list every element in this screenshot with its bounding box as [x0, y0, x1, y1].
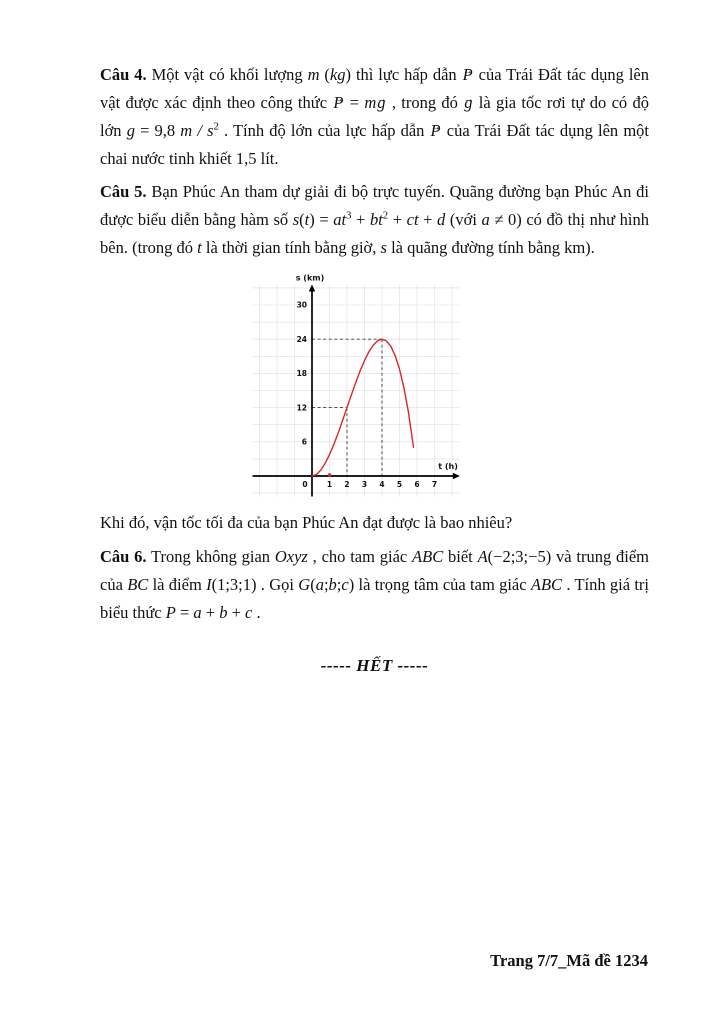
- text-run: (: [310, 575, 316, 594]
- text-run: (1;3;1): [211, 575, 257, 594]
- text-run: t: [197, 238, 202, 257]
- text-run: kg: [329, 65, 346, 84]
- distance-time-chart: [250, 267, 490, 501]
- text-run: là thời gian tính bằng giờ,: [201, 238, 381, 257]
- text-run: ;: [336, 575, 342, 594]
- y-axis-label: s (km): [295, 273, 325, 283]
- text-run: P →: [462, 65, 474, 84]
- text-run: G: [298, 575, 311, 594]
- text-run: bt: [369, 210, 383, 229]
- text-run: BC: [127, 575, 149, 594]
- question-5-text: [100, 178, 649, 262]
- text-run: +: [227, 603, 246, 622]
- text-run: của Trái Đất tác dụng lên vật được xác định theo công thức: [100, 65, 649, 112]
- text-run: =: [344, 93, 365, 112]
- text-run: ≠ 0) có đồ thị như hình bên. (trong đó: [100, 210, 649, 257]
- text-run: g →: [463, 93, 473, 112]
- text-run: c: [245, 603, 253, 622]
- y-tick-label: 12: [296, 403, 307, 413]
- point-marker: [328, 473, 331, 476]
- text-run: Bạn Phúc An tham dự giải đi bộ trực tuyến. Quãng đường bạn Phúc An đi được biểu diễn bằng hàm số: [100, 182, 650, 229]
- x-axis-arrow: [453, 473, 460, 479]
- text-run: là điểm: [148, 575, 207, 594]
- text-run: ): [348, 575, 355, 594]
- text-run: at: [333, 210, 347, 229]
- text-run: g: [126, 121, 135, 140]
- text-run: b: [328, 575, 337, 594]
- text-run: biết: [443, 547, 478, 566]
- text-run: ct: [406, 210, 419, 229]
- text-run: . Tính độ lớn của lực hấp dẫn: [218, 121, 430, 140]
- text-run: Câu 6.: [100, 547, 147, 566]
- text-run: , cho tam giác: [307, 547, 413, 566]
- text-run: là quãng đường tính bằng km).: [386, 238, 595, 257]
- y-tick-label: 18: [296, 369, 307, 379]
- text-run: . Gọi: [256, 575, 299, 594]
- text-run: m: [307, 65, 320, 84]
- x-tick-label: 1: [326, 480, 333, 489]
- text-run: I: [206, 575, 212, 594]
- x-tick-label: 0: [302, 480, 308, 489]
- x-tick-label: 6: [414, 480, 420, 489]
- x-tick-label: 7: [431, 480, 438, 489]
- y-tick-label: 30: [296, 300, 307, 310]
- text-run: =: [175, 603, 194, 622]
- x-tick-label: 4: [379, 480, 385, 489]
- x-tick-label: 2: [344, 480, 350, 489]
- end-of-exam-marker: ----- HẾT -----: [320, 656, 429, 675]
- text-run: P →: [430, 121, 442, 140]
- text-run: ;: [323, 575, 329, 594]
- page-content: [100, 61, 649, 676]
- text-run: m / s: [180, 121, 214, 140]
- text-run: a: [315, 575, 324, 594]
- text-run: g →: [376, 93, 386, 112]
- text-run: +: [351, 210, 370, 229]
- text-run: 2: [382, 209, 389, 222]
- text-run: (với: [445, 210, 482, 229]
- text-run: ABC: [530, 575, 563, 594]
- text-run: s: [380, 238, 387, 257]
- text-run: a: [193, 603, 202, 622]
- text-run: của Trái Đất tác dụng lên một chai nước tinh khiết 1,5 lít.: [100, 121, 649, 168]
- y-tick-label: 6: [301, 437, 307, 447]
- text-run: c: [341, 575, 349, 594]
- text-run: Oxyz: [274, 547, 308, 566]
- text-run: t: [304, 210, 310, 229]
- text-run: . Tính giá trị biểu thức: [100, 575, 650, 622]
- text-run: ) =: [309, 210, 334, 229]
- text-run: P →: [332, 93, 344, 112]
- text-run: +: [418, 210, 438, 229]
- question-4-text: [100, 61, 649, 173]
- text-run: là gia tốc rơi tự do có độ lớn: [100, 93, 649, 140]
- text-run: 2: [213, 120, 219, 133]
- x-axis-label: t (h): [438, 462, 458, 471]
- x-tick-label: 3: [361, 480, 368, 489]
- x-tick-label: 5: [396, 480, 403, 489]
- text-run: (: [299, 210, 305, 229]
- y-tick-label: 24: [296, 334, 307, 344]
- text-run: A: [477, 547, 488, 566]
- text-run: ABC: [412, 547, 444, 566]
- text-run: s: [292, 210, 300, 229]
- text-run: = 9,8: [134, 121, 181, 140]
- text-run: Trong không gian: [146, 547, 275, 566]
- text-run: Một vật có khối lượng: [146, 65, 308, 84]
- text-run: (: [319, 65, 330, 84]
- text-run: là trọng tâm của tam giác: [354, 575, 531, 594]
- question-6-text: [100, 543, 649, 627]
- text-run: .: [252, 603, 261, 622]
- text-run: ) thì lực hấp dẫn: [345, 65, 462, 84]
- text-run: Khi đó, vận tốc tối đa của bạn Phúc An đạt được là bao nhiêu?: [100, 513, 513, 532]
- text-run: Câu 5.: [100, 182, 147, 201]
- distance-time-plot: [250, 267, 490, 501]
- text-run: d: [437, 210, 446, 229]
- text-run: +: [201, 603, 220, 622]
- text-run: và trung điểm của: [100, 547, 650, 594]
- text-run: m: [364, 93, 377, 112]
- text-run: P: [165, 603, 176, 622]
- text-run: , trong đó: [386, 93, 464, 112]
- text-run: Câu 4.: [100, 65, 147, 84]
- text-run: 3: [346, 209, 352, 222]
- text-run: a: [481, 210, 490, 229]
- text-run: (−2;3;−5): [487, 547, 552, 566]
- question-5-prompt: [100, 509, 649, 537]
- text-run: b: [219, 603, 228, 622]
- page-footer: Trang 7/7_Mã đề 1234: [490, 951, 648, 970]
- text-run: +: [388, 210, 407, 229]
